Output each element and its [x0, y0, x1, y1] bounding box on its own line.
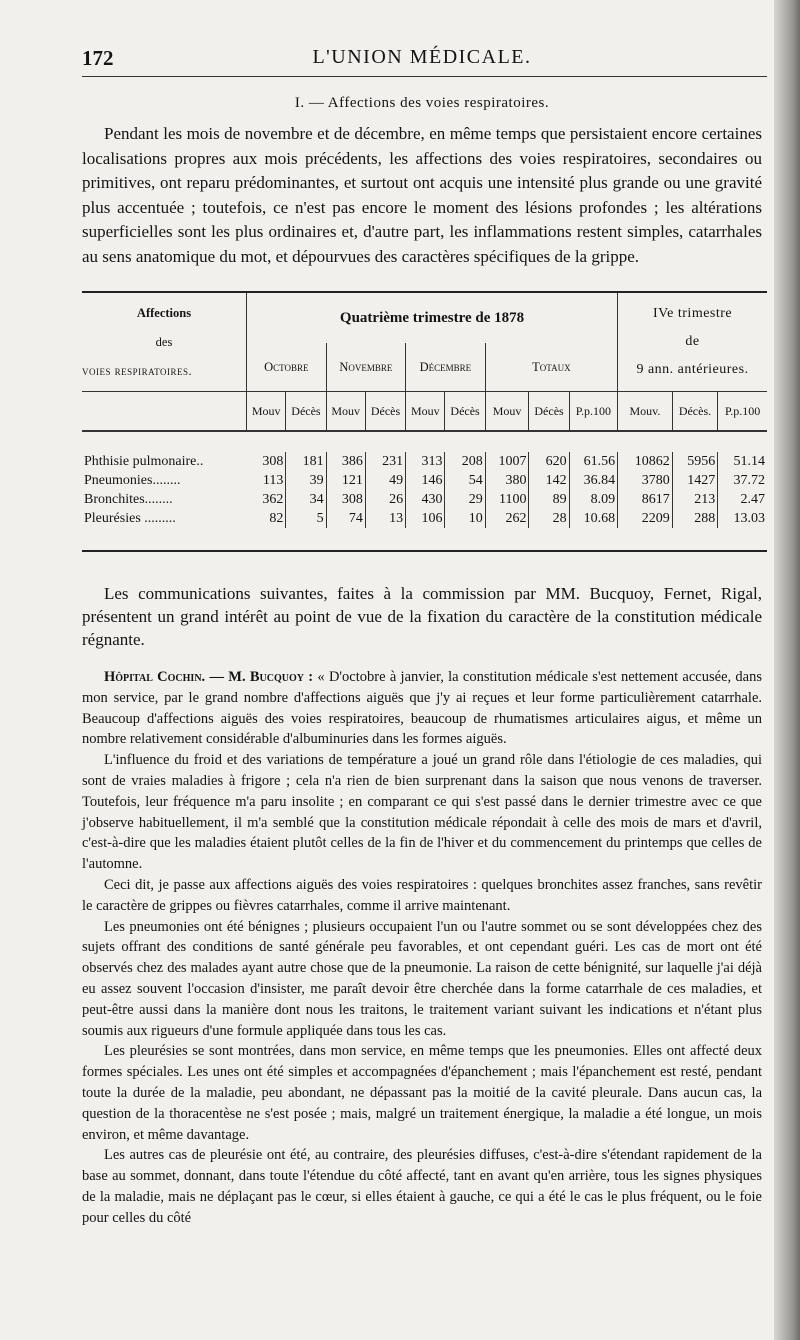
group-title: Quatrième trimestre de 1878 [247, 293, 618, 343]
cell: 8617 [618, 490, 673, 509]
table-bottom-space [82, 528, 767, 550]
cell: 2209 [618, 509, 673, 528]
row-header [82, 293, 247, 392]
cell: 1100 [485, 490, 529, 509]
cell: 74 [326, 509, 365, 528]
section-heading: I. — Affections des voies respiratoires. [294, 95, 550, 111]
cell: 8.09 [569, 490, 617, 509]
table-row [82, 490, 767, 509]
sub-header: P.p.100 [718, 392, 767, 432]
sub-header: Décès. [672, 392, 718, 432]
cell: 106 [406, 509, 445, 528]
cell: 82 [247, 509, 286, 528]
cell: 146 [406, 471, 445, 490]
cell: 1007 [485, 452, 529, 471]
cell: 213 [672, 490, 718, 509]
page-content [82, 40, 765, 1229]
sub-header: Mouv [406, 392, 445, 432]
month-decembre: Décembre [406, 343, 486, 392]
row-name: Pleurésies ......... [84, 510, 176, 526]
cell: 34 [286, 490, 326, 509]
ivt-line3: 9 ann. antérieures. [636, 362, 749, 377]
binding-edge [774, 0, 800, 1340]
cell: 288 [672, 509, 718, 528]
row-name: Pneumonies........ [84, 472, 181, 488]
page-header [82, 40, 762, 76]
sub-header: P.p.100 [569, 392, 617, 432]
ivt-line1: IVe trimestre [652, 306, 733, 321]
intro-paragraph: Pendant les mois de novembre et de décembre, en même temps que persistaient encore certaines localisations propres aux mois précédents, les affections des voies respiratoires, secondaires ou primitives, ont reparu prédominantes, et surtout ont acquis une intensité plus grande ou une gravité plus accentuée ; toutefois, ce n'est pas encore le moment des lésions profondes ; les altérations superficielles sont les plus ordinaires et, d'autre part, les inflammations restent simples, catarrhales au sens anatomique du mot, et dépourvues des caractères spécifiques de la grippe. [82, 124, 762, 266]
cell: 10.68 [569, 509, 617, 528]
ceci-paragraph: Ceci dit, je passe aux affections aiguës des voies respiratoires : quelques bronchites assez franches, sans revêtir le caractère de grippes ou fièvres catarrhales, comme il arrive maintenant. [82, 876, 762, 914]
cell: 26 [365, 490, 405, 509]
row-name: Bronchites........ [84, 491, 173, 507]
ivt-header [618, 293, 767, 392]
sub-header: Décès [529, 392, 569, 432]
cell: 142 [529, 471, 569, 490]
cell: 308 [247, 452, 286, 471]
cell: 39 [286, 471, 326, 490]
page-number: 172 [82, 46, 114, 70]
table-divider [82, 431, 767, 452]
header-rule [82, 76, 767, 77]
row-header-line1: Affections [136, 305, 192, 320]
cell: 29 [445, 490, 485, 509]
communications-paragraph: Les communications suivantes, faites à la commission par MM. Bucquoy, Fernet, Rigal, présentent un grand intérêt au point de vue de la fixation du caractère de la constitution médicale régnante. [82, 584, 762, 649]
cell: 430 [406, 490, 445, 509]
cell: 181 [286, 452, 326, 471]
cell: 1427 [672, 471, 718, 490]
influence-paragraph: L'influence du froid et des variations de température a joué un grand rôle dans l'étiologie de ces maladies, qui sont de vraies maladies à frigore ; cela n'a rien de bien surprenant dans la saison que nous venons de traverser. Toutefois, leur fréquence m'a paru insolite ; en comparant ce qui s'est passé dans le dernier trimestre avec ce que j'observe habituellement, il m'a semblé que la constitution médicale répondait à celle des mois de mars et d'avril, c'est-à-dire que les maladies étaient plutôt celles de la fin de l'hiver et du commencement du printemps que celles de l'automne. [82, 752, 762, 873]
ivt-line2: de [685, 334, 700, 349]
cell: 51.14 [733, 453, 765, 469]
sub-header: Décès [445, 392, 485, 432]
cell: 313 [406, 452, 445, 471]
month-novembre: Novembre [326, 343, 406, 392]
cell: 13 [365, 509, 405, 528]
row-header-line2: des [155, 334, 173, 349]
sub-header: Décès [365, 392, 405, 432]
table-row [82, 471, 767, 490]
cell: 2.47 [740, 491, 765, 507]
cochin-text: « D'octobre à janvier, la constitution médicale s'est nettement accusée, dans mon service, par le grand nombre d'affections aiguës que j'y ai reçues et leur forme particulièrement catarrhale. Beaucoup d'affections aiguës des voies respiratoires, beaucoup de rhumatismes articulaires aigus, et même un nombre relativement considérable d'albuminuries dans les formes aiguës. [82, 669, 762, 748]
pneumonies-paragraph: Les pneumonies ont été bénignes ; plusieurs occupaient l'un ou l'autre sommet ou se sont développées chez des sujets offrant des conditions de santé générale peu favorables, et ont cependant guéri. Les cas de mort ont été observés chez des malades ayant autre chose que de la pneumonie. La raison de cette bénignité, sur laquelle j'ai déjà eu assez souvent l'occasion d'insister, me paraît devoir être cherchée dans la forme catarrhale de ces maladies, et peut-être aussi dans la manière dont nous les traitons, le traitement variant suivant les indications et n'étant plus soumis aux rigueurs d'une formule appliquée dans tous les cas. [82, 918, 762, 1039]
cell: 10 [445, 509, 485, 528]
cell: 10862 [618, 452, 673, 471]
sub-header: Mouv [326, 392, 365, 432]
cochin-lead-in: Hôpital Cochin. — M. Bucquoy : [104, 669, 314, 685]
sub-header-empty [82, 392, 247, 432]
pleuresies-paragraph: Les pleurésies se sont montrées, dans mon service, en même temps que les pneumonies. Elles ont affecté deux formes spéciales. Les unes ont été simples et accompagnées d'épanchement ; mais l'épanchement est resté, pendant toute la durée de la maladie, peu abondant, ne dépassant pas la moitié de la cavité pleurale. Dans aucun cas, la question de la thoracentèse ne s'est posée ; mais, malgré un traitement énergique, la maladie a été longue, un mois environ, et même davantage. [82, 1043, 762, 1143]
cell: 208 [445, 452, 485, 471]
row-header-line3: voies respiratoires. [82, 363, 193, 378]
cell: 61.56 [569, 452, 617, 471]
cochin-paragraph [82, 667, 762, 750]
month-totaux: Totaux [485, 343, 617, 392]
sub-header: Mouv [247, 392, 286, 432]
cell: 54 [445, 471, 485, 490]
cell: 49 [365, 471, 405, 490]
month-octobre: Octobre [247, 343, 327, 392]
sub-header: Mouv [485, 392, 529, 432]
cell: 262 [485, 509, 529, 528]
sub-header: Mouv. [618, 392, 673, 432]
sub-header: Décès [286, 392, 326, 432]
cell: 386 [326, 452, 365, 471]
cell: 5956 [672, 452, 718, 471]
table-body [82, 452, 767, 550]
table-row [82, 452, 767, 471]
statistics-table [82, 291, 767, 552]
cell: 3780 [618, 471, 673, 490]
cell: 37.72 [733, 472, 765, 488]
cell: 28 [529, 509, 569, 528]
cell: 113 [247, 471, 286, 490]
cell: 36.84 [569, 471, 617, 490]
row-name: Phthisie pulmonaire.. [84, 453, 204, 469]
table-row [82, 509, 767, 528]
cell: 308 [326, 490, 365, 509]
autres-paragraph: Les autres cas de pleurésie ont été, au contraire, des pleurésies diffuses, c'est-à-dire s'étendant rapidement de la base au sommet, donnant, dans toute l'étendue du côté affecté, tant en avant qu'en arrière, tous les signes physiques de la maladie, mais ne déplaçant pas le cœur, si elles étaient à gauche, ce qui a été le cas le plus fréquent, ou le foie pour celles du côté [82, 1147, 762, 1226]
cell: 380 [485, 471, 529, 490]
cell: 89 [529, 490, 569, 509]
cell: 620 [529, 452, 569, 471]
cell: 121 [326, 471, 365, 490]
cell: 5 [286, 509, 326, 528]
running-title: L'UNION MÉDICALE. [312, 46, 532, 68]
cell: 13.03 [733, 510, 765, 526]
cell: 231 [365, 452, 405, 471]
cell: 362 [247, 490, 286, 509]
